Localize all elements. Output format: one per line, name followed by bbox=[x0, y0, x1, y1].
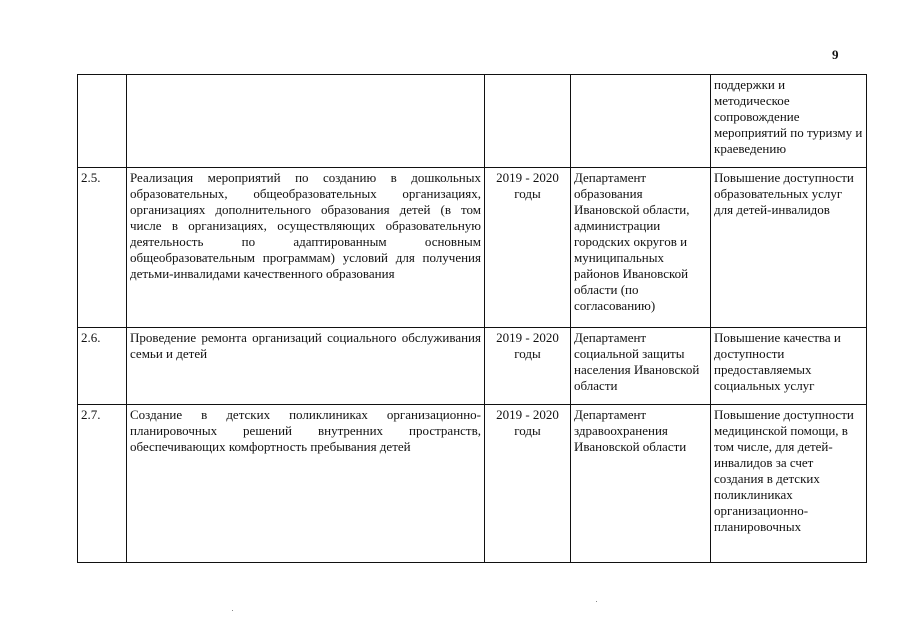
row-result: Повышение доступности образовательных услуг для детей-инвалидов bbox=[711, 168, 867, 328]
row-result: Повышение доступности медицинской помощи, в том числе, для детей-инвалидов за счет создания в детских поликлиниках организационно-планировочных bbox=[711, 405, 867, 563]
row-number: 2.5. bbox=[78, 168, 127, 328]
row-number bbox=[78, 75, 127, 168]
row-department bbox=[571, 75, 711, 168]
table-row bbox=[78, 75, 867, 168]
scan-speck bbox=[596, 601, 597, 602]
row-description: Проведение ремонта организаций социального обслуживания семьи и детей bbox=[127, 328, 485, 405]
row-years bbox=[485, 75, 571, 168]
row-department: Департамент социальной защиты населения Ивановской области bbox=[571, 328, 711, 405]
table-row bbox=[78, 405, 867, 563]
row-department: Департамент здравоохранения Ивановской области bbox=[571, 405, 711, 563]
row-number: 2.6. bbox=[78, 328, 127, 405]
row-years: 2019 - 2020 годы bbox=[485, 168, 571, 328]
row-result: Повышение качества и доступности предоставляемых социальных услуг bbox=[711, 328, 867, 405]
row-years: 2019 - 2020 годы bbox=[485, 405, 571, 563]
page-number: 9 bbox=[832, 47, 839, 62]
row-number: 2.7. bbox=[78, 405, 127, 563]
table-row bbox=[78, 168, 867, 328]
table-row bbox=[78, 328, 867, 405]
row-description: Реализация мероприятий по созданию в дошкольных образовательных, общеобразовательных организациях, организациях дополнительного образования детей (в том числе в организациях, осуществляющих образовательную деятельность по адаптированным основным общеобразовательным программам) условий для получения детьми-инвалидами качественного образования bbox=[127, 168, 485, 328]
row-description bbox=[127, 75, 485, 168]
row-description: Создание в детских поликлиниках организационно-планировочных решений внутренних пространств, обеспечивающих комфортность пребывания детей bbox=[127, 405, 485, 563]
row-department: Департамент образования Ивановской области, администрации городских округов и муниципальных районов Ивановской области (по согласованию) bbox=[571, 168, 711, 328]
measures-table bbox=[77, 74, 867, 563]
scan-speck bbox=[232, 610, 233, 611]
row-years: 2019 - 2020 годы bbox=[485, 328, 571, 405]
row-result: поддержки и методическое сопровождение мероприятий по туризму и краеведению bbox=[711, 75, 867, 168]
